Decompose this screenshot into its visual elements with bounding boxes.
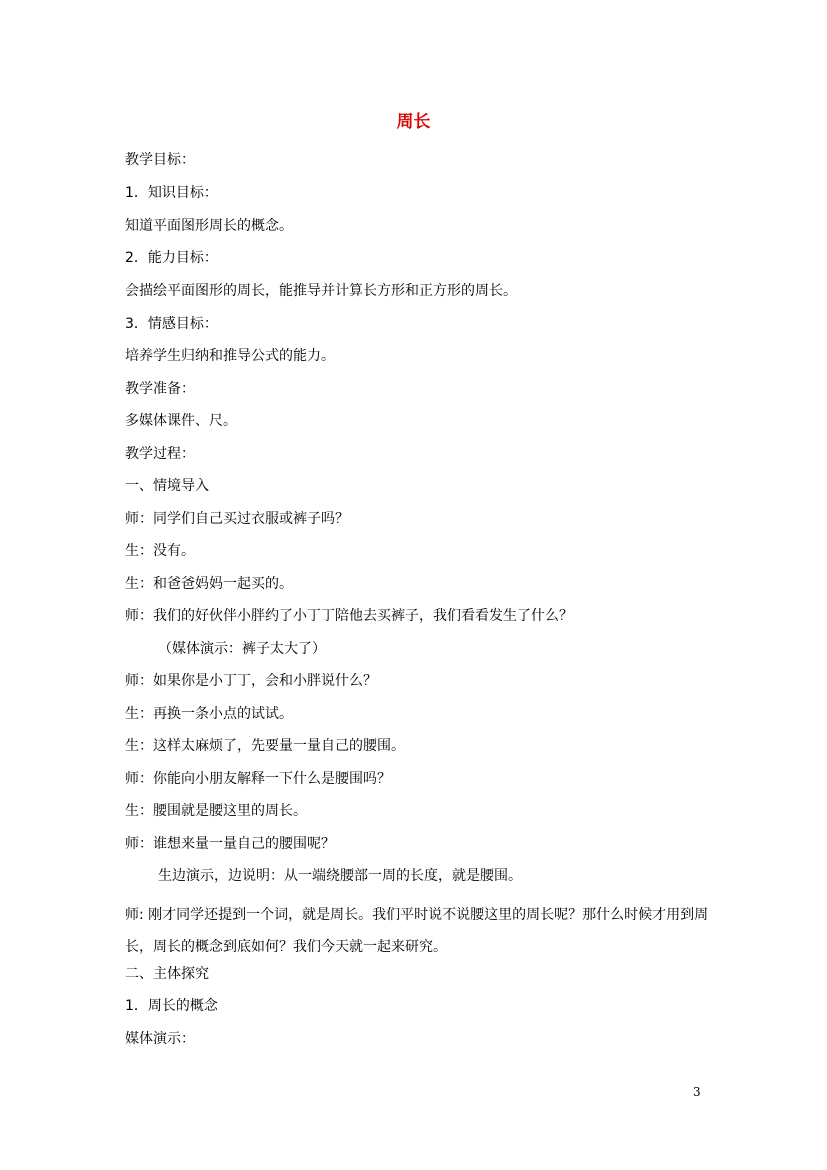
media-note: （媒体演示：裤子太大了） (158, 641, 326, 657)
line-process: 教学过程： (125, 446, 195, 462)
line-section-1: 一、情境导入 (125, 478, 209, 494)
page-title: 周长 (396, 112, 431, 132)
line-preparation-text: 多媒体课件、尺。 (125, 413, 237, 429)
line-concept-heading: 1．周长的概念 (125, 998, 218, 1014)
dialogue-line: 生：和爸爸妈妈一起买的。 (125, 576, 293, 592)
dialogue-line: 生：再换一条小点的试试。 (125, 706, 293, 722)
line-ability-goal-text: 会描绘平面图形的周长，能推导并计算长方形和正方形的周长。 (125, 283, 517, 299)
demo-note: 生边演示，边说明：从一端绕腰部一周的长度，就是腰围。 (158, 868, 522, 884)
dialogue-line: 师：谁想来量一量自己的腰围呢？ (125, 836, 335, 852)
dialogue-line: 生：没有。 (125, 543, 195, 559)
dialogue-line: 师：如果你是小丁丁，会和小胖说什么？ (125, 673, 377, 689)
line-teaching-goals: 教学目标： (125, 152, 195, 168)
dialogue-line: 师：你能向小朋友解释一下什么是腰围吗？ (125, 771, 391, 787)
line-knowledge-goal-text: 知道平面图形周长的概念。 (125, 218, 293, 234)
line-media-demo: 媒体演示： (125, 1031, 195, 1047)
dialogue-line: 师：我们的好伙伴小胖约了小丁丁陪他去买裤子，我们看看发生了什么？ (125, 608, 573, 624)
line-preparation: 教学准备： (125, 381, 195, 397)
page-number: 3 (693, 1085, 701, 1099)
dialogue-paragraph: 师: 刚才同学还提到一个词，就是周长。我们平时说不说腰这里的周长呢？那什么时候才用到周长，周长的概念到底如何？我们今天就一起来研究。 (125, 907, 709, 955)
dialogue-line: 生：这样太麻烦了，先要量一量自己的腰围。 (125, 738, 405, 754)
line-emotion-goal-text: 培养学生归纳和推导公式的能力。 (125, 348, 335, 364)
line-knowledge-goal: 1．知识目标： (125, 185, 218, 201)
dialogue-line: 师：同学们自己买过衣服或裤子吗？ (125, 511, 349, 527)
dialogue-line: 生：腰围就是腰这里的周长。 (125, 803, 307, 819)
line-emotion-goal: 3．情感目标： (125, 316, 218, 332)
line-section-2: 二、主体探究 (125, 966, 209, 982)
line-ability-goal: 2．能力目标： (125, 250, 218, 266)
